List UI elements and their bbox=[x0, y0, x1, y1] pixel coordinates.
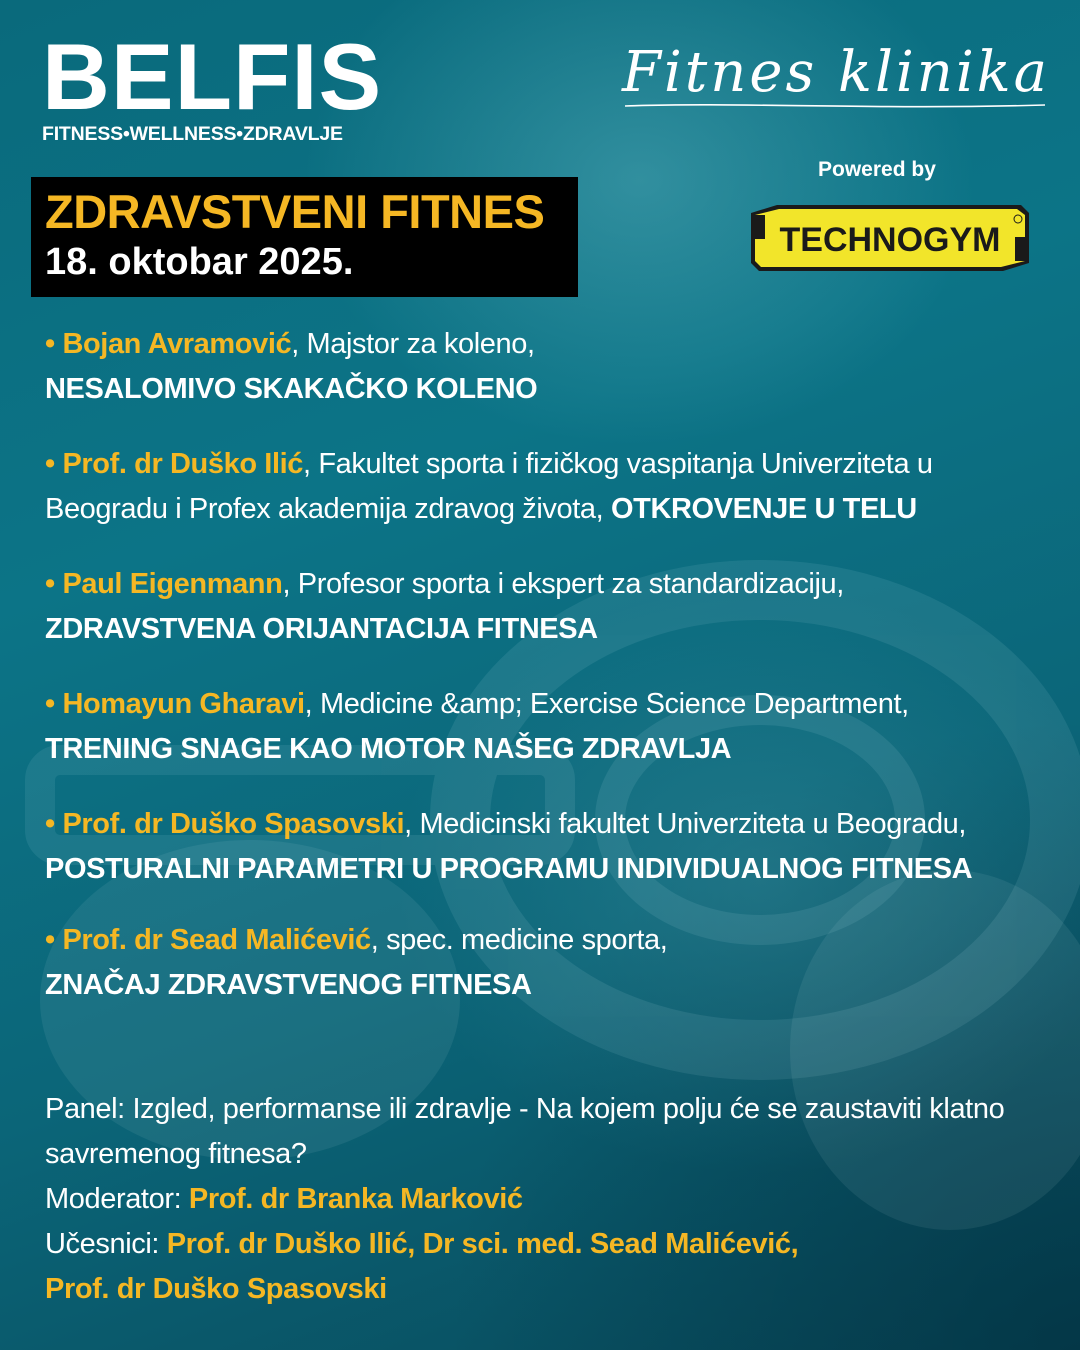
speaker-name: Prof. dr Duško Ilić bbox=[62, 448, 303, 480]
speaker-affiliation: , Majstor za koleno, bbox=[291, 328, 535, 360]
bullet: • bbox=[45, 568, 55, 600]
list-item bbox=[45, 802, 1055, 892]
participants-line bbox=[45, 1222, 1055, 1267]
moderator-line bbox=[45, 1177, 1055, 1222]
talk-topic: NESALOMIVO SKAKAČKO KOLENO bbox=[45, 373, 538, 405]
powered-by-label: Powered by bbox=[818, 158, 936, 181]
moderator-label: Moderator: bbox=[45, 1183, 182, 1215]
talk-topic: TRENING SNAGE KAO MOTOR NAŠEG ZDRAVLJA bbox=[45, 733, 732, 765]
participants-names: Prof. dr Duško Ilić, Dr sci. med. Sead Malićević, bbox=[166, 1228, 799, 1260]
list-item bbox=[45, 442, 1055, 532]
list-item bbox=[45, 682, 1055, 772]
bullet: • bbox=[45, 448, 55, 480]
brand-name: BELFIS bbox=[42, 24, 383, 129]
speaker-name: Prof. dr Duško Spasovski bbox=[62, 808, 405, 840]
belfis-logo bbox=[42, 24, 383, 146]
talks-list bbox=[45, 322, 1055, 1038]
speaker-name: Paul Eigenmann bbox=[62, 568, 283, 600]
list-item bbox=[45, 918, 1055, 1008]
talk-topic: ZNAČAJ ZDRAVSTVENOG FITNESA bbox=[45, 969, 532, 1001]
panel-section bbox=[45, 1087, 1055, 1312]
script-underline-flourish bbox=[620, 100, 1050, 112]
bullet: • bbox=[45, 328, 55, 360]
list-item bbox=[45, 562, 1055, 652]
bullet: • bbox=[45, 808, 55, 840]
moderator-name: Prof. dr Branka Marković bbox=[188, 1183, 523, 1215]
speaker-name: Prof. dr Sead Malićević bbox=[62, 924, 371, 956]
talk-topic: POSTURALNI PARAMETRI U PROGRAMU INDIVIDUALNOG FITNESA bbox=[45, 853, 973, 885]
speaker-affiliation: , Medicinski fakultet Univerziteta u Beogradu, bbox=[404, 808, 967, 840]
list-item bbox=[45, 322, 1055, 412]
speaker-name: Homayun Gharavi bbox=[62, 688, 305, 720]
speaker-affiliation: , spec. medicine sporta, bbox=[370, 924, 668, 956]
bullet: • bbox=[45, 688, 55, 720]
bullet: • bbox=[45, 924, 55, 956]
technogym-logo bbox=[751, 205, 1029, 271]
speaker-affiliation: , Fakultet sporta i fizičkog vaspitanja Univerziteta u Beogradu i Profex akademija zdravog života, bbox=[45, 448, 933, 525]
event-date: 18. oktobar 2025. bbox=[45, 241, 354, 283]
talk-topic: ZDRAVSTVENA ORIJANTACIJA FITNESA bbox=[45, 613, 598, 645]
speaker-affiliation: , Profesor sporta i ekspert za standardizaciju, bbox=[282, 568, 844, 600]
event-title: ZDRAVSTVENI FITNES bbox=[45, 185, 545, 238]
brand-tagline: FITNESS•WELLNESS•ZDRAVLJE bbox=[42, 123, 343, 145]
speaker-name: Bojan Avramović bbox=[62, 328, 292, 360]
speaker-affiliation: , Medicine &amp; Exercise Science Department, bbox=[304, 688, 909, 720]
panel-text: Panel: Izgled, performanse ili zdravlje - Na kojem polju će se zaustaviti klatno savremenog fitnesa? bbox=[45, 1093, 1005, 1170]
technogym-logo-text: TECHNOGYM bbox=[779, 221, 1001, 259]
event-title-box bbox=[31, 177, 578, 297]
script-title: Fitnes klinika bbox=[622, 40, 1051, 105]
participants-names-continued: Prof. dr Duško Spasovski bbox=[45, 1273, 387, 1305]
participants-label: Učesnici: bbox=[45, 1228, 160, 1260]
talk-topic: OTKROVENJE U TELU bbox=[610, 493, 917, 525]
